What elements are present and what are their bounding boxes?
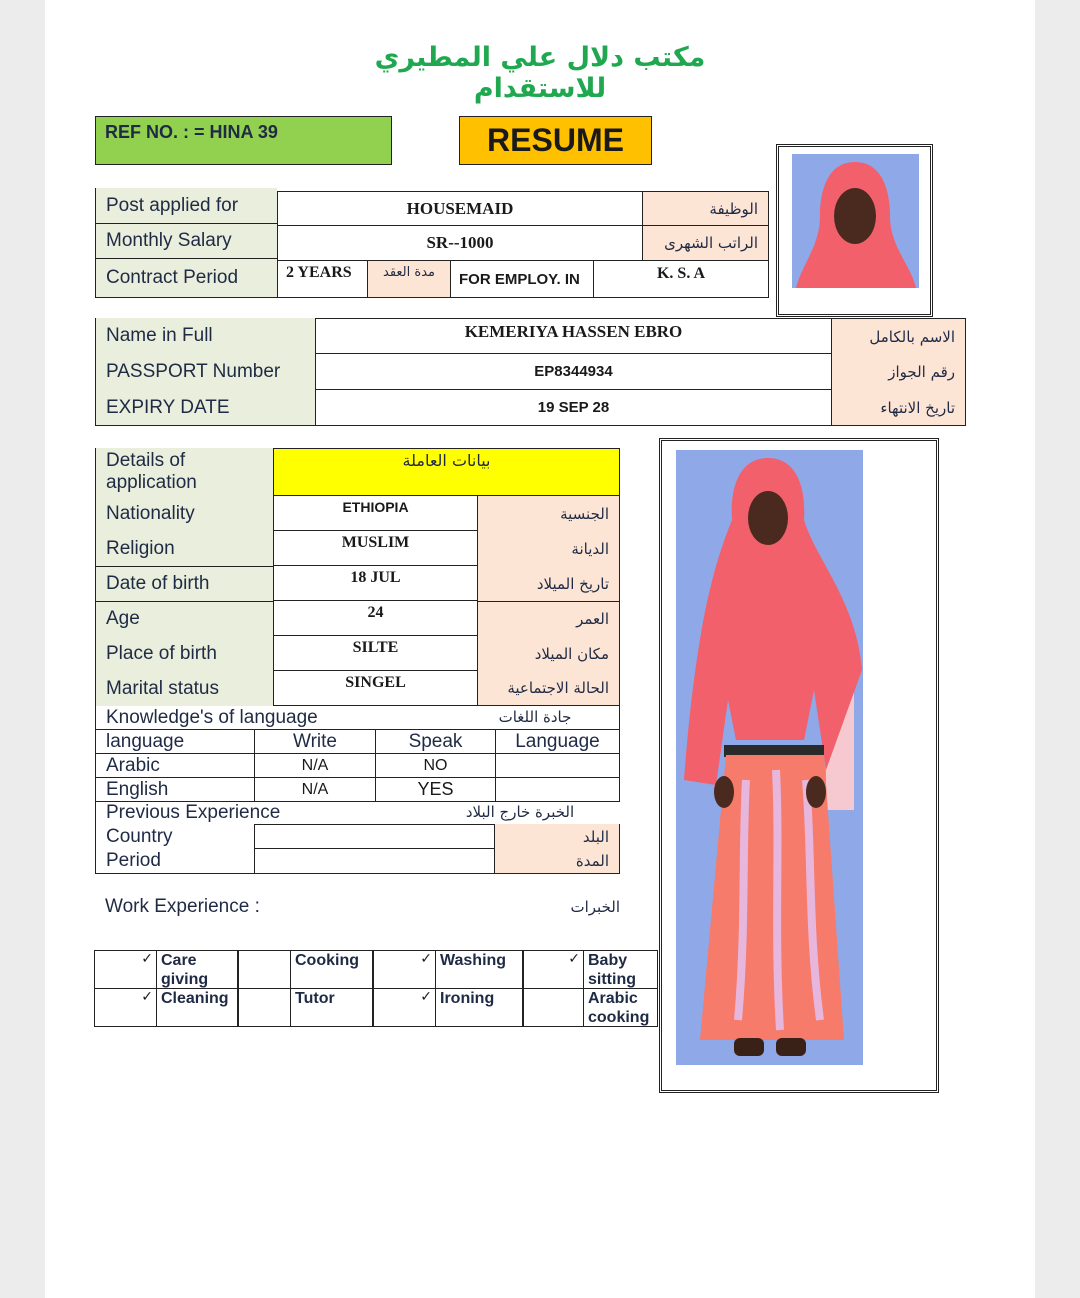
work-skill-label: Ironing bbox=[440, 990, 495, 1007]
period-label: Period bbox=[106, 850, 161, 871]
employ-value-cell bbox=[593, 261, 769, 298]
passport-label: PASSPORT Number bbox=[106, 361, 281, 382]
work-skill-checkbox[interactable]: ✓ bbox=[524, 951, 584, 988]
contract-label: Contract Period bbox=[106, 267, 239, 288]
lang-english-speak: YES bbox=[417, 779, 454, 799]
nationality-ar: الجنسية bbox=[560, 504, 609, 523]
detail-row-label-cell bbox=[95, 566, 273, 601]
portrait-photo bbox=[792, 154, 919, 288]
post-ar-label: الوظيفة bbox=[709, 199, 758, 218]
employ-value: K. S. A bbox=[656, 265, 705, 282]
languages-title-ar: جادة اللغات bbox=[498, 708, 572, 726]
work-skill-label: Care giving bbox=[161, 952, 209, 988]
salary-ar-cell bbox=[643, 226, 769, 261]
lang-arabic: Arabic bbox=[106, 754, 160, 776]
dob-ar: تاريخ الميلاد bbox=[536, 574, 609, 593]
salary-value: SR--1000 bbox=[426, 233, 494, 252]
ref-number: REF NO. : = HINA 39 bbox=[105, 122, 278, 142]
contract-ar-cell bbox=[367, 261, 450, 298]
lang-english: English bbox=[106, 778, 169, 800]
passport-ar-cell bbox=[832, 354, 966, 390]
salary-label: Monthly Salary bbox=[106, 230, 232, 251]
lang-col-header-cell bbox=[495, 730, 620, 754]
lang-col-header-cell bbox=[375, 730, 495, 754]
lang-row-empty-cell bbox=[495, 754, 620, 778]
passport-value-cell bbox=[315, 354, 832, 390]
details-header-ar-cell bbox=[273, 448, 620, 496]
full-body-photo bbox=[676, 450, 863, 1065]
passport-value: EP8344934 bbox=[534, 363, 613, 380]
age-ar: العمر bbox=[576, 610, 609, 628]
pob-value: SILTE bbox=[352, 639, 399, 656]
portrait-photo-frame bbox=[776, 144, 933, 317]
details-header-label-cell bbox=[95, 448, 273, 496]
expiry-label-cell bbox=[95, 390, 315, 426]
employ-label: FOR EMPLOY. IN bbox=[459, 270, 580, 288]
contract-value-cell bbox=[277, 261, 367, 298]
experience-title-ar: الخبرة خارج البلاد bbox=[465, 803, 575, 821]
detail-row-value-cell bbox=[273, 636, 478, 671]
country-label-cell bbox=[95, 824, 254, 849]
expiry-label: EXPIRY DATE bbox=[106, 396, 230, 418]
name-ar-label: الاسم بالكامل bbox=[869, 327, 955, 346]
post-label: Post applied for bbox=[106, 194, 239, 216]
work-skill-cell bbox=[94, 988, 238, 1027]
marital-value: SINGEL bbox=[345, 674, 406, 691]
detail-row-label-cell bbox=[95, 671, 273, 706]
country-ar-cell bbox=[495, 824, 620, 849]
work-experience-title-ar: الخبرات bbox=[570, 898, 620, 916]
resume-title-box bbox=[459, 116, 652, 165]
lang-arabic-write: N/A bbox=[301, 756, 329, 774]
detail-row-label-cell bbox=[95, 531, 273, 566]
salary-label-cell bbox=[95, 224, 277, 259]
work-skill-cell bbox=[238, 950, 373, 989]
work-skill-checkbox[interactable]: ✓ bbox=[374, 951, 436, 988]
lang-row-name-cell bbox=[95, 778, 254, 802]
expiry-ar-cell bbox=[832, 390, 966, 426]
work-skill-checkbox[interactable]: ✓ bbox=[374, 989, 436, 1026]
experience-title: Previous Experience bbox=[106, 802, 281, 823]
detail-row-value-cell bbox=[273, 531, 478, 566]
office-title: مكتب دلال علي المطيري للاستقدام bbox=[374, 42, 706, 104]
work-skill-checkbox[interactable] bbox=[239, 951, 291, 988]
passport-ar-label: رقم الجواز bbox=[888, 363, 955, 381]
religion-label: Religion bbox=[106, 537, 175, 559]
period-label-cell bbox=[95, 849, 254, 874]
resume-page bbox=[45, 0, 1035, 1298]
religion-ar: الديانة bbox=[571, 539, 609, 558]
age-label: Age bbox=[106, 608, 140, 629]
work-skill-label: Washing bbox=[440, 952, 507, 969]
passport-label-cell bbox=[95, 354, 315, 390]
work-skill-checkbox[interactable]: ✓ bbox=[95, 989, 157, 1026]
detail-row-ar-cell bbox=[478, 496, 620, 531]
country-ar: البلد bbox=[582, 827, 609, 846]
detail-row-label-cell bbox=[95, 636, 273, 671]
lang-english-write: N/A bbox=[301, 780, 329, 798]
work-skill-cell bbox=[523, 950, 658, 989]
detail-row-ar-cell bbox=[478, 566, 620, 601]
detail-row-ar-cell bbox=[478, 671, 620, 706]
work-skill-checkbox[interactable] bbox=[239, 989, 291, 1026]
pob-label: Place of birth bbox=[106, 642, 217, 664]
ref-number-box bbox=[95, 116, 392, 165]
work-skill-cell bbox=[373, 988, 523, 1027]
nationality-label: Nationality bbox=[106, 502, 195, 524]
post-label-cell bbox=[95, 188, 277, 224]
nationality-value: ETHIOPIA bbox=[342, 499, 409, 515]
lang-row-speak-cell bbox=[375, 754, 495, 778]
age-value: 24 bbox=[367, 604, 384, 621]
lang-col-language: language bbox=[106, 730, 185, 752]
salary-value-cell bbox=[277, 226, 643, 261]
lang-row-name-cell bbox=[95, 754, 254, 778]
dob-value: 18 JUL bbox=[350, 569, 401, 586]
lang-col-header-cell bbox=[95, 730, 254, 754]
resume-title: RESUME bbox=[487, 122, 624, 158]
detail-row-value-cell bbox=[273, 671, 478, 706]
post-value-cell bbox=[277, 191, 643, 226]
work-skill-label: Cooking bbox=[295, 952, 359, 969]
detail-row-value-cell bbox=[273, 496, 478, 531]
name-value: KEMERIYA HASSEN EBRO bbox=[464, 322, 683, 341]
work-skill-cell bbox=[523, 988, 658, 1027]
detail-row-value-cell bbox=[273, 601, 478, 636]
detail-row-ar-cell bbox=[478, 531, 620, 566]
detail-row-label-cell bbox=[95, 601, 273, 636]
expiry-value-cell bbox=[315, 390, 832, 426]
lang-row-write-cell bbox=[254, 754, 375, 778]
details-header-ar: بيانات العاملة bbox=[402, 451, 491, 470]
employ-label-cell bbox=[450, 261, 593, 298]
details-header-label: Details of application bbox=[106, 450, 197, 493]
work-skill-checkbox[interactable] bbox=[524, 989, 584, 1026]
work-skill-cell bbox=[238, 988, 373, 1027]
salary-ar-label: الراتب الشهرى bbox=[664, 234, 758, 252]
work-skill-label: Arabic cooking bbox=[588, 990, 650, 1026]
work-skill-cell bbox=[94, 950, 238, 989]
period-ar: المدة bbox=[575, 852, 609, 870]
detail-row-ar-cell bbox=[478, 636, 620, 671]
full-body-photo-frame bbox=[659, 438, 939, 1093]
work-skill-checkbox[interactable]: ✓ bbox=[95, 951, 157, 988]
marital-label: Marital status bbox=[106, 677, 219, 699]
lang-row-empty-cell bbox=[495, 778, 620, 802]
work-skill-label: Cleaning bbox=[161, 990, 229, 1007]
name-label-cell bbox=[95, 318, 315, 354]
detail-row-ar-cell bbox=[478, 601, 620, 636]
lang-col-write: Write bbox=[293, 730, 337, 752]
country-value-cell bbox=[254, 824, 495, 849]
name-ar-cell bbox=[832, 318, 966, 354]
work-skill-cell bbox=[373, 950, 523, 989]
post-ar-cell bbox=[643, 191, 769, 226]
detail-row-label-cell bbox=[95, 496, 273, 531]
lang-arabic-speak: NO bbox=[423, 756, 448, 774]
period-value-cell bbox=[254, 849, 495, 874]
languages-title: Knowledge's of language bbox=[106, 706, 318, 728]
work-skill-label: Baby sitting bbox=[588, 952, 636, 988]
post-value: HOUSEMAID bbox=[406, 198, 514, 218]
detail-row-value-cell bbox=[273, 566, 478, 601]
lang-row-speak-cell bbox=[375, 778, 495, 802]
contract-ar-label: مدة العقد bbox=[383, 265, 435, 280]
expiry-ar-label: تاريخ الانتهاء bbox=[880, 398, 955, 417]
country-label: Country bbox=[106, 825, 173, 847]
pob-ar: مكان الميلاد bbox=[534, 644, 609, 663]
contract-label-cell bbox=[95, 259, 277, 298]
name-value-cell bbox=[315, 318, 832, 354]
period-ar-cell bbox=[495, 849, 620, 874]
lang-col-language2: Language bbox=[515, 730, 600, 752]
contract-value: 2 YEARS bbox=[286, 264, 352, 281]
lang-col-speak: Speak bbox=[408, 730, 463, 752]
lang-row-write-cell bbox=[254, 778, 375, 802]
dob-label: Date of birth bbox=[106, 573, 210, 594]
expiry-value: 19 SEP 28 bbox=[537, 399, 610, 416]
work-experience-title: Work Experience : bbox=[105, 896, 260, 917]
lang-col-header-cell bbox=[254, 730, 375, 754]
work-skill-label: Tutor bbox=[295, 990, 335, 1007]
name-label: Name in Full bbox=[106, 325, 213, 346]
marital-ar: الحالة الاجتماعية bbox=[507, 679, 609, 697]
religion-value: MUSLIM bbox=[341, 534, 410, 551]
